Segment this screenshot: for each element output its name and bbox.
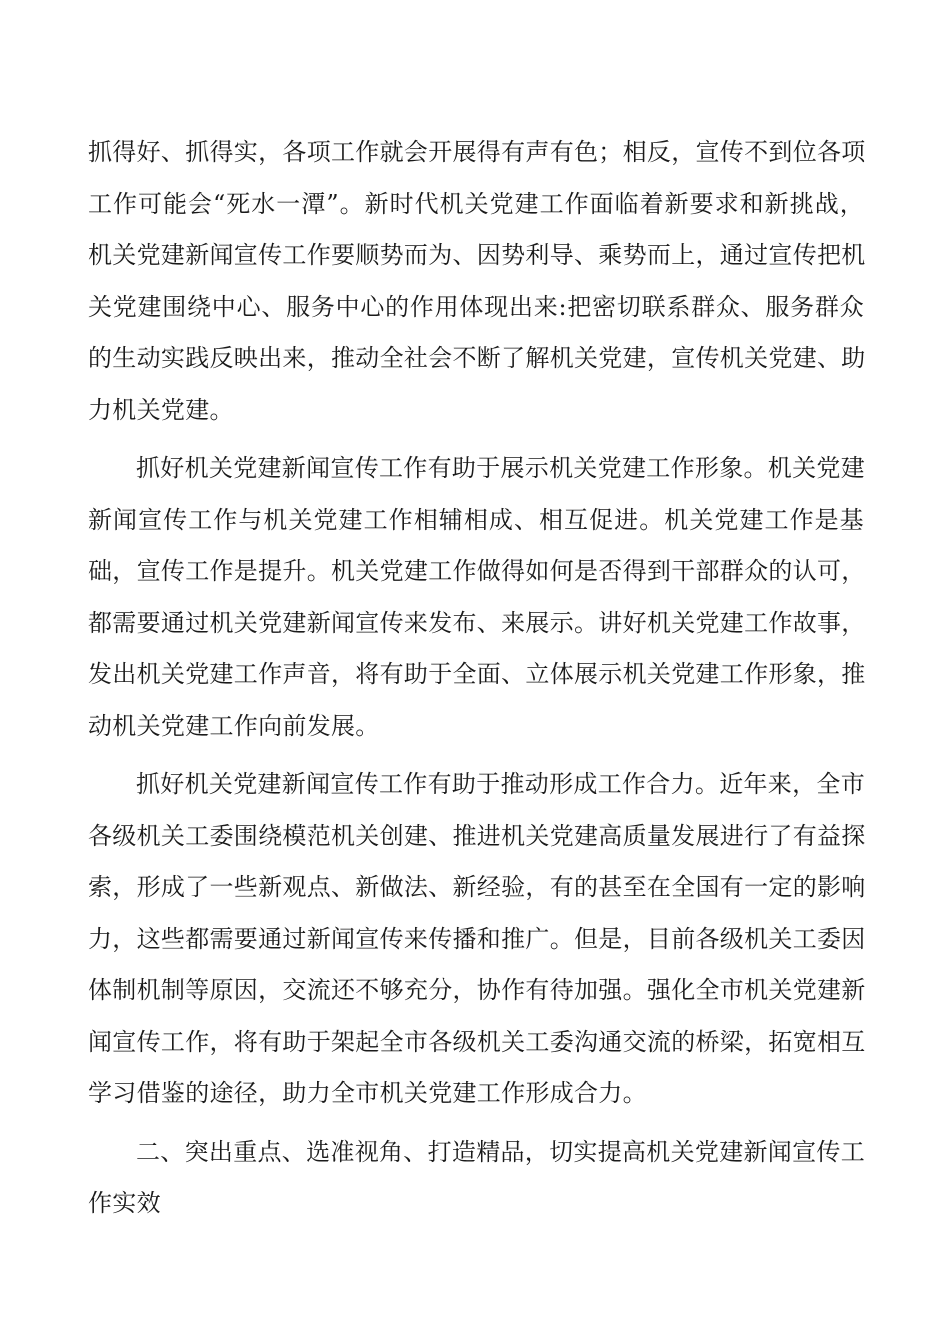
text-line: 关党建围绕中心、服务中心的作用体现出来:把密切联系群众、服务群众 [88, 292, 864, 321]
text-line: 各级机关工委围绕模范机关创建、推进机关党建高质量发展进行了有益探 [88, 821, 866, 850]
text-line: 新闻宣传工作与机关党建工作相辅相成、相互促进。机关党建工作是基 [88, 505, 864, 534]
text-line: 机关党建新闻宣传工作要顺势而为、因势利导、乘势而上，通过宣传把机 [88, 241, 866, 269]
text-line: 闻宣传工作，将有助于架起全市各级机关工委沟通交流的桥梁，拓宽相互 [88, 1027, 866, 1056]
paragraph-3 [88, 759, 864, 1120]
text-line: 索，形成了一些新观点、新做法、新经验，有的甚至在全国有一定的影响 [88, 873, 866, 901]
heading-line: 二、突出重点、选准视角、打造精品，切实提高机关党建新闻宣传工 [136, 1137, 865, 1166]
paragraph-1 [88, 127, 864, 436]
text-line: 力，这些都需要通过新闻宣传来传播和推广。但是，目前各级机关工委因 [88, 924, 866, 953]
section-heading [88, 1127, 864, 1230]
text-line: 发出机关党建工作声音，将有助于全面、立体展示机关党建工作形象，推 [88, 660, 866, 688]
text-line: 学习借鉴的途径，助力全市机关党建工作形成合力。 [88, 1079, 647, 1107]
text-line: 的生动实践反映出来，推动全社会不断了解机关党建，宣传机关党建、助 [88, 344, 866, 372]
text-line: 体制机制等原因，交流还不够充分，协作有待加强。强化全市机关党建新 [88, 976, 866, 1004]
text-line: 抓得好、抓得实，各项工作就会开展得有声有色；相反，宣传不到位各项 [88, 138, 866, 166]
text-line: 抓好机关党建新闻宣传工作有助于展示机关党建工作形象。机关党建 [136, 454, 865, 482]
paragraph-2 [88, 443, 864, 752]
heading-line: 作实效 [88, 1189, 161, 1217]
text-line: 都需要通过机关党建新闻宣传来发布、来展示。讲好机关党建工作故事， [88, 608, 866, 637]
text-line: 抓好机关党建新闻宣传工作有助于推动形成工作合力。近年来，全市 [136, 770, 865, 798]
text-line: 力机关党建。 [88, 395, 234, 424]
text-line: 动机关党建工作向前发展。 [88, 711, 380, 740]
text-line: 础，宣传工作是提升。机关党建工作做得如何是否得到干部群众的认可， [88, 557, 866, 585]
document-body [88, 127, 864, 1237]
text-line: 工作可能会“死水一潭”。新时代机关党建工作面临着新要求和新挑战， [88, 189, 864, 218]
